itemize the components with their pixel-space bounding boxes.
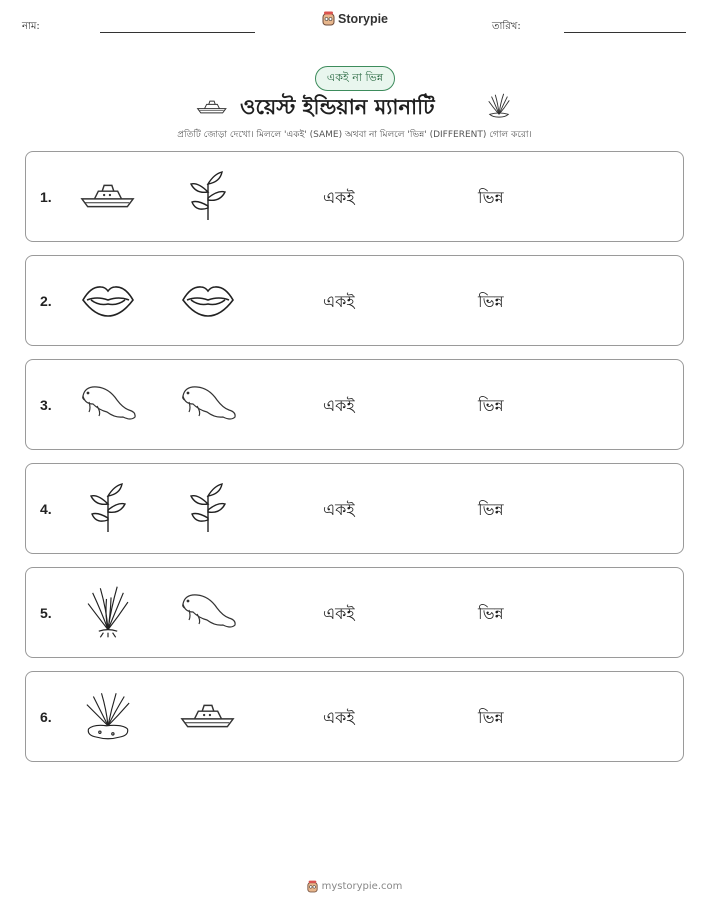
- option-same[interactable]: একই: [323, 708, 355, 727]
- option-different[interactable]: ভিন্ন: [478, 396, 504, 415]
- brand: [322, 11, 388, 26]
- date-label: তারিখ:: [492, 21, 521, 32]
- question-number: 5.: [40, 605, 52, 621]
- leaf-branch-icon: [88, 482, 128, 534]
- picture-right: [178, 584, 238, 640]
- option-same[interactable]: একই: [323, 188, 355, 207]
- boat-icon: [79, 182, 137, 210]
- picture-left: [78, 376, 138, 432]
- picture-left: [78, 688, 138, 744]
- picture-right: [178, 688, 238, 744]
- manatee-icon: [179, 382, 237, 426]
- worksheet-type-badge: একই না ভিন্ন: [315, 66, 395, 91]
- brand-name: Storypie: [338, 11, 389, 26]
- option-different[interactable]: ভিন্ন: [478, 292, 504, 311]
- picture-right: [178, 272, 238, 328]
- option-same[interactable]: একই: [323, 292, 355, 311]
- question-number: 6.: [40, 709, 52, 725]
- footer: [0, 880, 709, 893]
- name-line[interactable]: [100, 32, 255, 33]
- seagrass-icon: [485, 91, 513, 119]
- storypie-logo-icon: [322, 11, 335, 26]
- picture-left: [78, 272, 138, 328]
- picture-right: [178, 480, 238, 536]
- instruction-text: প্রতিটি জোড়া দেখো। মিললে 'একই' (SAME) অথবা না মিললে 'ভিন্ন' (DIFFERENT) গোল করো।: [177, 130, 532, 140]
- question-card: [25, 359, 684, 450]
- date-line[interactable]: [564, 32, 686, 33]
- name-label: নাম:: [22, 21, 40, 32]
- leaf-branch-icon: [188, 170, 228, 222]
- boat-icon: [179, 702, 237, 730]
- manatee-icon: [179, 590, 237, 634]
- lips-icon: [181, 282, 235, 318]
- picture-right: [178, 376, 238, 432]
- picture-left: [78, 584, 138, 640]
- picture-left: [78, 168, 138, 224]
- option-same[interactable]: একই: [323, 500, 355, 519]
- footer-site: mystorypie.com: [321, 881, 403, 892]
- question-card: [25, 151, 684, 242]
- picture-left: [78, 480, 138, 536]
- seagrass-icon: [85, 585, 131, 639]
- boat-icon: [196, 99, 228, 115]
- option-same[interactable]: একই: [323, 396, 355, 415]
- question-number: 1.: [40, 189, 52, 205]
- question-card: [25, 567, 684, 658]
- question-card: [25, 671, 684, 762]
- title-row: [0, 91, 709, 121]
- option-different[interactable]: ভিন্ন: [478, 604, 504, 623]
- option-same[interactable]: একই: [323, 604, 355, 623]
- lips-icon: [81, 282, 135, 318]
- option-different[interactable]: ভিন্ন: [478, 188, 504, 207]
- worksheet-title: ওয়েস্ট ইন্ডিয়ান ম্যানাটি: [240, 95, 435, 119]
- option-different[interactable]: ভিন্ন: [478, 708, 504, 727]
- option-different[interactable]: ভিন্ন: [478, 500, 504, 519]
- question-number: 3.: [40, 397, 52, 413]
- question-number: 2.: [40, 293, 52, 309]
- picture-right: [178, 168, 238, 224]
- leaf-branch-icon: [188, 482, 228, 534]
- manatee-icon: [79, 382, 137, 426]
- seagrass-mound-icon: [82, 689, 134, 743]
- storypie-logo-icon: [307, 880, 318, 893]
- question-number: 4.: [40, 501, 52, 517]
- question-card: [25, 255, 684, 346]
- question-card: [25, 463, 684, 554]
